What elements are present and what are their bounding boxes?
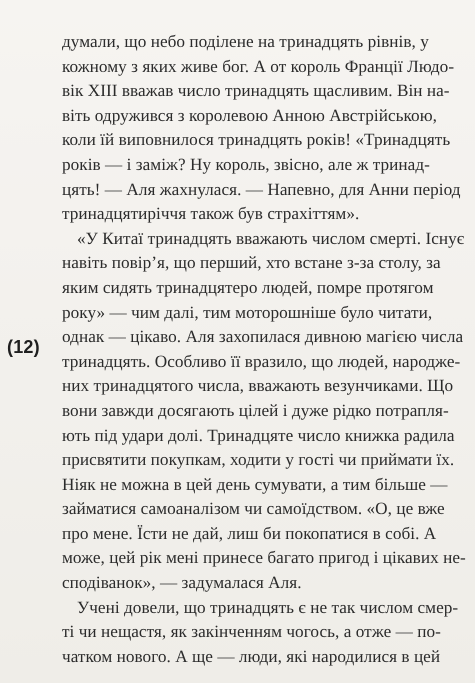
text-line: віть одружився з королевою Анною Австрійською, — [62, 105, 437, 125]
text-line: тринадцять. Особливо її вразило, що людей, народже- — [62, 351, 461, 371]
text-line: коли їй виповнилося тринадцять років! «Тринадцять — [62, 130, 451, 150]
text-line: кожному з яких живе бог. А от король Франції Людо- — [62, 56, 455, 76]
text-line: вони завжди досягають цілей і дуже рідко потрапля- — [62, 400, 449, 420]
text-line: ті чи нещастя, як закінченням чогось, а отже — по- — [62, 622, 441, 642]
text-line: Учені довели, що тринадцять є не так числом смер- — [77, 597, 459, 617]
text-line: цять! — Аля жахнулася. — Напевно, для Анни період — [62, 179, 461, 199]
text-line: чатком нового. А ще — люди, які народилися в цей — [62, 646, 441, 666]
text-line: навіть повір’я, що перший, хто встане з-за столу, за — [62, 253, 441, 273]
text-line: про мене. Їсти не дай, лиш би покопатися в собі. А — [62, 523, 437, 543]
text-line: присвятити покупкам, ходити у гості чи приймати їх. — [62, 450, 455, 470]
text-line: думали, що небо поділене на тринадцять рівнів, у — [62, 32, 429, 51]
text-line: сподіванок», — задумалася Аля. — [62, 573, 302, 593]
text-line: може, цей рік мені принесе багато пригод і цікавих не- — [62, 548, 466, 568]
page-text — [62, 30, 466, 669]
page-number: (12) — [7, 337, 40, 357]
text-line: яким сидять тринадцятеро людей, помре протягом — [62, 277, 434, 297]
text-line: займатися самоаналізом чи самоїдством. «О, це вже — [62, 499, 445, 519]
text-line: них тринадцятого числа, вважають везунчиками. Що — [62, 376, 454, 396]
text-line: року» — чим далі, тим моторошніше було читати, — [62, 302, 433, 322]
text-line: «У Китаї тринадцять вважають числом смерті. Існує — [77, 228, 465, 248]
text-line: ють під удари долі. Тринадцяте число книжка радила — [62, 425, 455, 445]
text-line: вік XIII вважав число тринадцять щасливим. Він на- — [62, 81, 450, 101]
text-line: однак — цікаво. Аля захопилася дивною магією числа — [62, 327, 464, 347]
text-line: років — і заміж? Ну король, звісно, але ж тринад- — [62, 154, 430, 174]
text-line: Ніяк не можна в цей день сумувати, а тим більше — — [62, 474, 448, 494]
text-line: тринадцятиріччя також був страхіттям». — [62, 204, 360, 224]
